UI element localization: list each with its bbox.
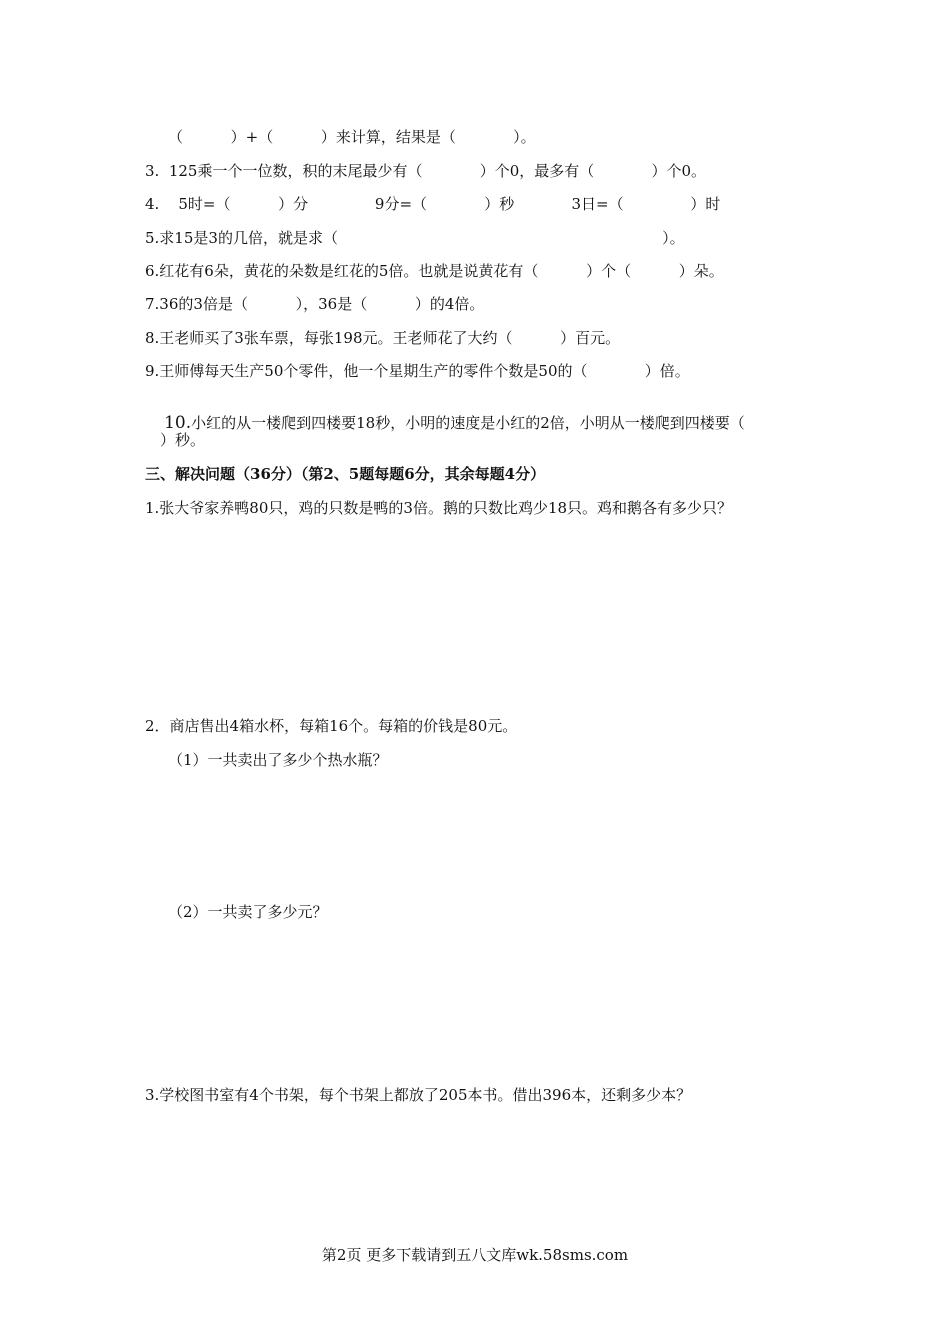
problem-3: 3.学校图书室有4个书架，每个书架上都放了205本书。借出396本，还剩多少本？ <box>145 1086 692 1104</box>
question-fill-10 <box>145 393 745 453</box>
question-fill-6: 6.红花有6朵，黄花的朵数是红花的5倍。也就是说黄花有（ ）个（ ）朵。 <box>145 262 724 280</box>
question-text: 小红的从一楼爬到四楼要18秒，小明的速度是小红的2倍，小明从一楼爬到四楼要（ <box>191 414 745 432</box>
question-fill-5: 5.求15是3的几倍，就是求（ ）。 <box>145 229 685 247</box>
fill-blank-continuation: （ ）+（ ）来计算，结果是（ ）。 <box>168 128 536 146</box>
question-number: 10. <box>164 413 192 433</box>
question-fill-9: 9.王师傅每天生产50个零件，他一个星期生产的零件个数是50的（ ）倍。 <box>145 362 690 380</box>
question-fill-4: 4. 5时=（ ）分 9分=（ ）秒 3日=（ ）时 <box>145 195 721 213</box>
problem-2: 2．商店售出4箱水杯，每箱16个。每箱的价钱是80元。 <box>145 717 518 735</box>
page-footer: 第2页 更多下载请到五八文库wk.58sms.com <box>321 1246 629 1264</box>
problem-2-part-2: （2）一共卖了多少元？ <box>168 903 328 921</box>
section-heading: 三、解决问题（36分）（第2、5题每题6分，其余每题4分） <box>145 465 546 483</box>
question-fill-7: 7.36的3倍是（ ），36是（ ）的4倍。 <box>145 295 485 313</box>
question-fill-8: 8.王老师买了3张车票，每张198元。王老师花了大约（ ）百元。 <box>145 329 621 347</box>
question-fill-3: 3. 125乘一个一位数，积的末尾最少有（ ）个0，最多有（ ）个0。 <box>145 162 707 180</box>
problem-1: 1.张大爷家养鸭80只，鸡的只数是鸭的3倍。鹅的只数比鸡少18只。鸡和鹅各有多少只？ <box>145 499 733 517</box>
problem-2-part-1: （1）一共卖出了多少个热水瓶？ <box>168 751 388 769</box>
question-fill-10-continuation: ）秒。 <box>160 431 206 449</box>
